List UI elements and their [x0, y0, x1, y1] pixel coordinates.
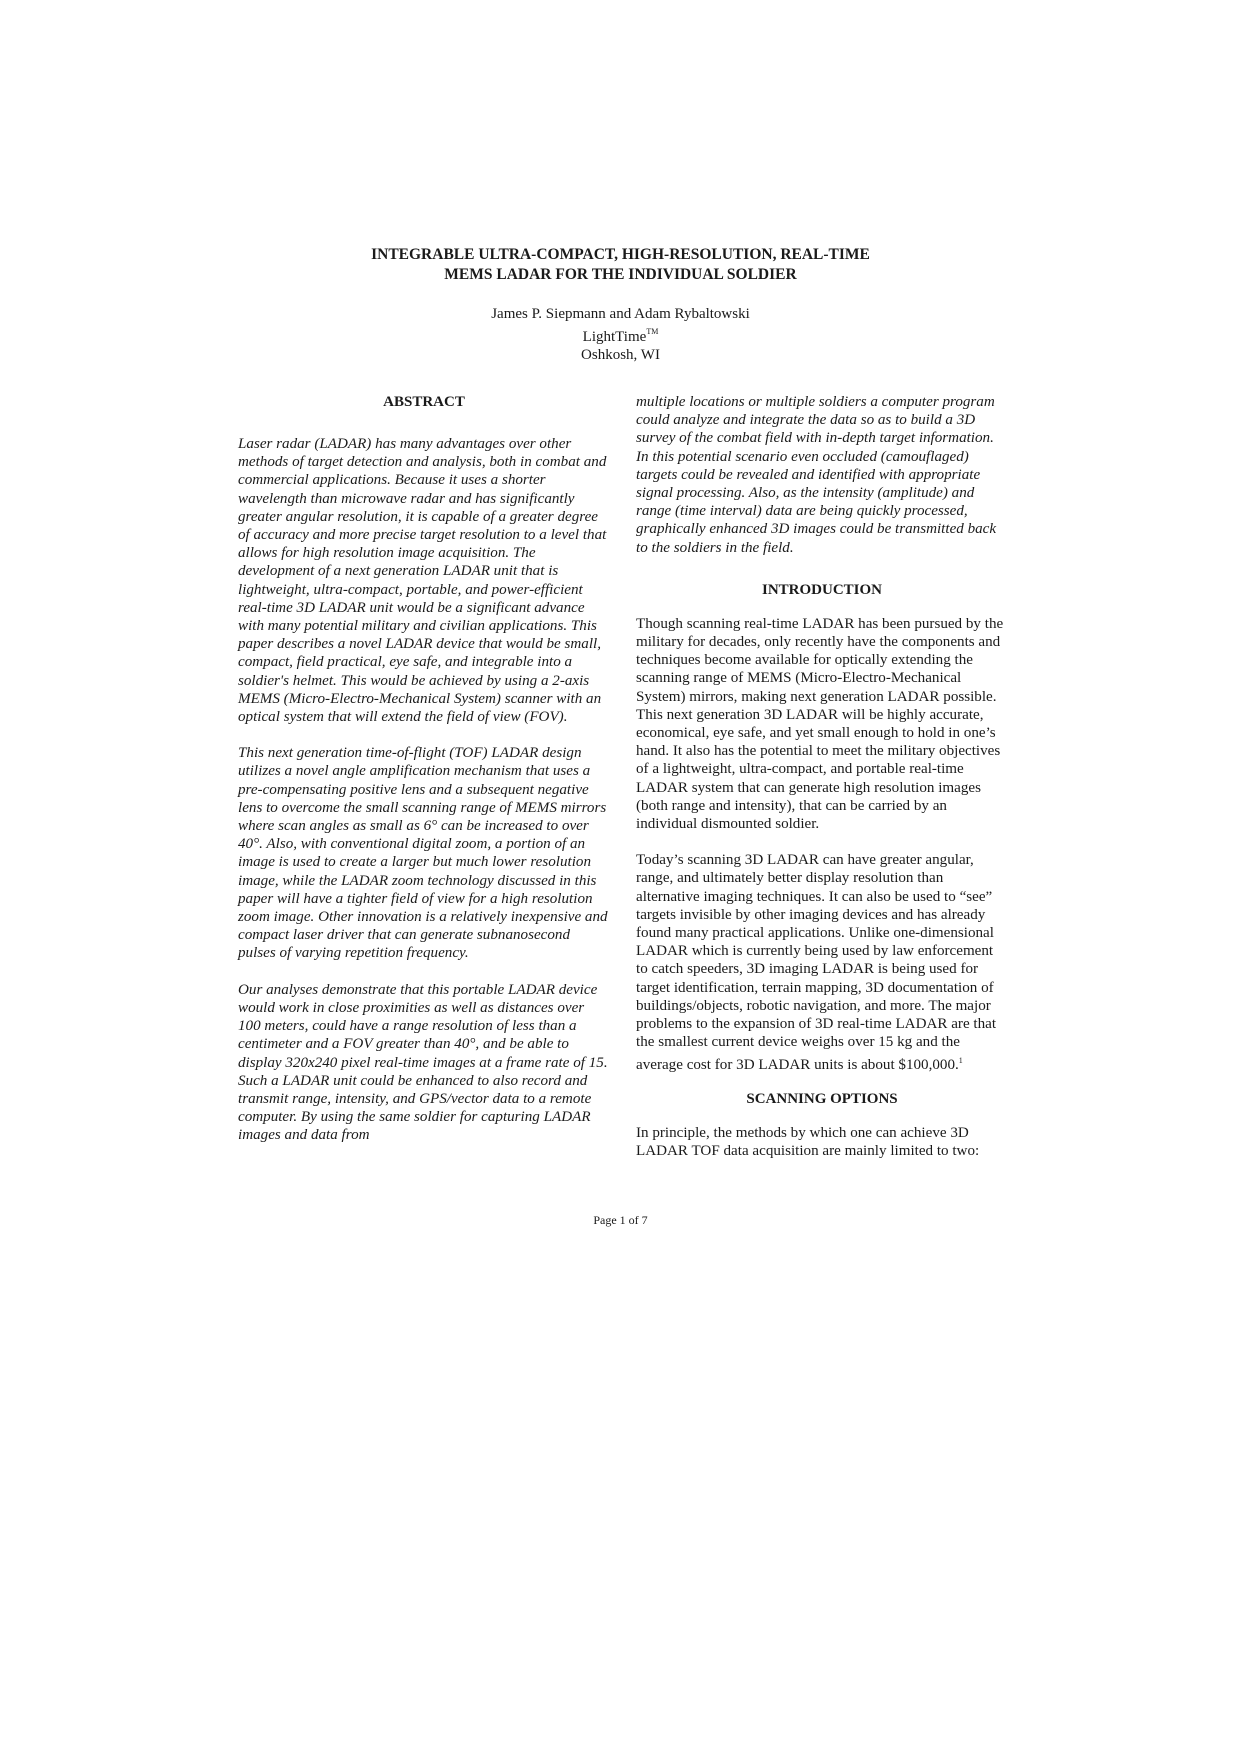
- author-names: James P. Siepmann and Adam Rybaltowski: [491, 306, 750, 322]
- abstract-paragraph-4: multiple locations or multiple soldiers a computer program could analyze and integrate the data so as to build a 3D survey of the combat field with in-depth target information. In this potential scenario even occluded (camouflaged) targets could be revealed and identified with appropriate signal processing. Also, as the intensity (amplitude) and range (time interval) data are being quickly processed, graphically enhanced 3D images could be transmitted back to the soldiers in the field.: [636, 394, 997, 556]
- author-affiliation: [0, 323, 1241, 346]
- author-location: Oshkosh, WI: [581, 347, 660, 363]
- trademark-mark: TM: [646, 327, 659, 336]
- abstract-paragraph-1: Laser radar (LADAR) has many advantages over other methods of target detection and analysis, both in combat and commercial applications. Because it uses a shorter wavelength than microwave radar and has significantly greater angular resolution, it is capable of a greater degree of accuracy and more precise target resolution to a level that allows for high resolution image acquisition. The development of a next generation LADAR unit that is lightweight, ultra-compact, portable, and power-efficient real-time 3D LADAR unit would be a significant advance with many potential military and civilian applications. This paper describes a novel LADAR device that would be small, compact, field practical, eye safe, and integrable into a soldier's helmet. This would be achieved by using a 2-axis MEMS (Micro-Electro-Mechanical System) scanner with an optical system that will extend the field of view (FOV).: [238, 436, 607, 726]
- introduction-paragraph-1: Though scanning real-time LADAR has been pursued by the military for decades, only recently have the components and techniques become available for optically extending the scanning range of MEMS (Micro-Electro-Mechanical System) mirrors, making next generation LADAR possible. This next generation 3D LADAR will be highly accurate, economical, eye safe, and yet small enough to hold in one’s hand. It also has the potential to meet the military objectives of a lightweight, ultra-compact, and portable real-time LADAR system that can generate high resolution images (both range and intensity), that can be carried by an individual dismounted soldier.: [636, 615, 1004, 833]
- abstract-heading: ABSTRACT: [383, 394, 465, 410]
- introduction-heading: INTRODUCTION: [761, 581, 882, 598]
- left-column: [238, 393, 610, 1145]
- introduction-paragraph-2: [636, 851, 1008, 1073]
- page-number: Page 1 of 7: [593, 1213, 648, 1227]
- title-line-2: MEMS LADAR FOR THE INDIVIDUAL SOLDIER: [444, 266, 797, 283]
- author-block: [0, 305, 1241, 364]
- abstract-paragraph-3: Our analyses demonstrate that this portable LADAR device would work in close proximities as well as distances over 100 meters, could have a range resolution of less than a centimeter and a FOV greater than 40°, and be able to display 320x240 pixel real-time images at a frame rate of 15. Such a LADAR unit could be enhanced to also record and transmit range, intensity, and GPS/vector data to a remote computer. By using the same soldier for capturing LADAR images and data from: [238, 981, 608, 1144]
- scanning-options-heading: SCANNING OPTIONS: [746, 1090, 898, 1107]
- abstract-paragraph-2: This next generation time-of-flight (TOF) LADAR design utilizes a novel angle amplification mechanism that uses a pre-compensating positive lens and a subsequent negative lens to overcome the small scanning range of MEMS mirrors where scan angles as small as 6° can be increased to over 40°. Also, with conventional digital zoom, a portion of an image is used to create a larger but much lower resolution image, while the LADAR zoom technology discussed in this paper will have a tighter field of view for a high resolution zoom image. Other innovation is a relatively inexpensive and compact laser driver that can generate subnanosecond pulses of varying repetition frequency.: [238, 745, 608, 962]
- right-column: [636, 393, 1008, 1160]
- company-name: LightTime: [582, 329, 647, 345]
- paper-title: [0, 245, 1241, 285]
- footnote-reference: 1: [958, 1055, 963, 1065]
- abstract-continuation: [636, 393, 1008, 557]
- title-line-1: INTEGRABLE ULTRA-COMPACT, HIGH-RESOLUTION, REAL-TIME: [371, 246, 870, 263]
- introduction-paragraph-2-text: Today’s scanning 3D LADAR can have greater angular, range, and ultimately better display resolution than alternative imaging techniques. It can also be used to “see” targets invisible by other imaging devices and has already found many practical applications. Unlike one-dimensional LADAR which is currently being used by law enforcement to catch speeders, 3D imaging LADAR is being used for target identification, terrain mapping, 3D documentation of buildings/objects, robotic navigation, and more. The major problems to the expansion of 3D real-time LADAR are that the smallest current device weighs over 15 kg and the average cost for 3D LADAR units is about $100,000.: [636, 852, 997, 1073]
- scanning-options-paragraph-1: In principle, the methods by which one can achieve 3D LADAR TOF data acquisition are mainly limited to two:: [636, 1124, 980, 1159]
